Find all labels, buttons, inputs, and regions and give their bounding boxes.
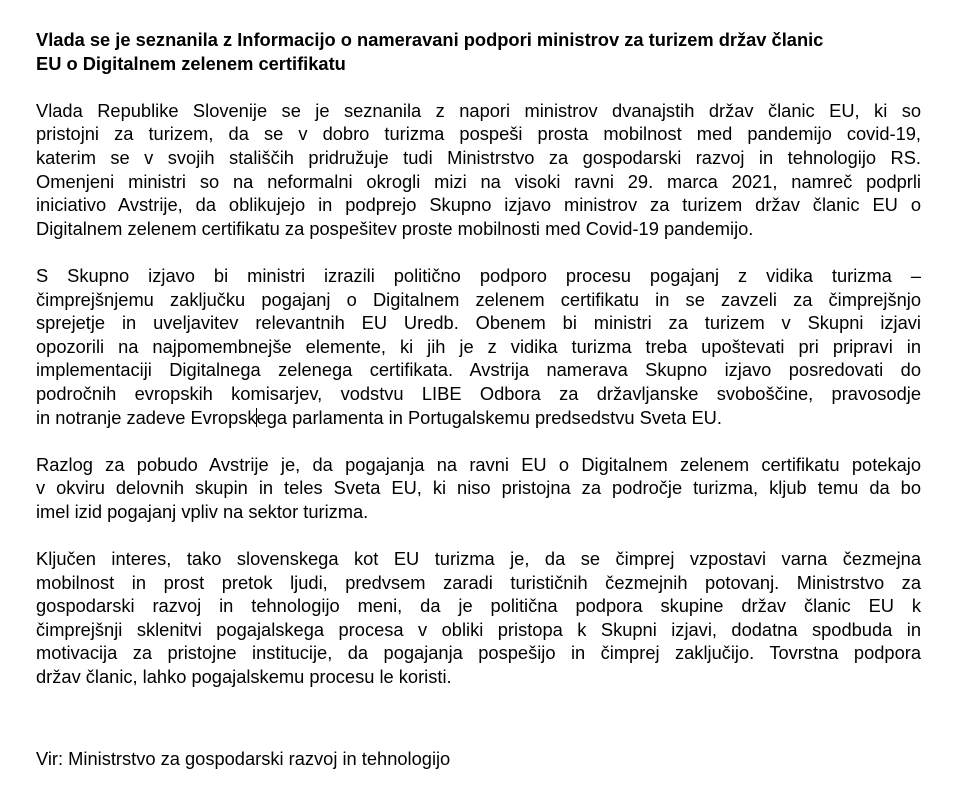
text-line: imel izid pogajanj vpliv na sektor turizma. [36, 500, 369, 522]
paragraph-reason [36, 453, 921, 524]
text-line: mobilnost in prost pretok ljudi, predvsem zaradi turističnih čezmejnih potovanj. Ministrstvo za [36, 571, 921, 593]
text-line: opozorili na najpomembnejše elemente, ki jih je z vidika turizma treba upoštevati pri pripravi in [36, 335, 921, 357]
text-line: Ključen interes, tako slovenskega kot EU turizma je, da se čimprej vzpostavi varna čezmejna [36, 548, 921, 570]
text-line: katerim se v svojih stališčih pridružuje tudi Ministrstvo za gospodarski razvoj in tehnologijo RS. [36, 146, 921, 168]
text-line: področnih evropskih komisarjev, vodstvu LIBE Odbora za državljanske svoboščine, pravosodje [36, 382, 921, 404]
text-line: motivacija za pristojne institucije, da pogajanja pospešijo in čimprej zaključijo. Tovrstna podpora [36, 642, 921, 664]
text-line: iniciativo Avstrije, da oblikujejo in podprejo Skupno izjavo ministrov za turizem držav članic EU o [36, 194, 921, 216]
title-line: EU o Digitalnem zelenem certifikatu [36, 52, 346, 74]
text-line-with-cursor [36, 406, 921, 430]
text-line: v okviru delovnih skupin in teles Sveta EU, ki niso pristojna za področje turizma, kljub temu da bo [36, 477, 921, 499]
text-before-cursor: in notranje zadeve Evropsk [36, 406, 257, 428]
paragraph-intro [36, 99, 921, 241]
text-line: pristojni za turizem, da se v dobro turizma pospeši prosta mobilnost med pandemijo covid-19, [36, 123, 921, 145]
text-line: držav članic, lahko pogajalskemu procesu le koristi. [36, 666, 452, 688]
text-line: Razlog za pobudo Avstrije je, da pogajanja na ravni EU o Digitalnem zelenem certifikatu potekajo [36, 453, 921, 475]
text-line: gospodarski razvoj in tehnologijo meni, da je politična podpora skupine držav članic EU k [36, 595, 921, 617]
text-line: S Skupno izjavo bi ministri izrazili politično podporo procesu pogajanj z vidika turizma – [36, 264, 921, 286]
text-after-cursor: ega parlamenta in Portugalskemu predsedstvu Sveta EU. [256, 406, 722, 428]
text-line: implementaciji Digitalnega zelenega certifikata. Avstrija namerava Skupno izjavo posredovati do [36, 359, 921, 381]
paragraph-interest [36, 547, 921, 689]
document-title [36, 28, 921, 75]
text-line: sprejetje in uveljavitev relevantnih EU Uredb. Obenem bi ministri za turizem v Skupni izjavi [36, 312, 921, 334]
text-line: Vlada Republike Slovenije se je seznanila z napori ministrov dvanajstih držav članic EU, ki so [36, 99, 921, 121]
text-line: čimprejšnjemu zaključku pogajanj o Digitalnem zelenem certifikatu in se zavzeli za čimprejšnjo [36, 288, 921, 310]
source-note: Vir: Ministrstvo za gospodarski razvoj in tehnologijo [36, 748, 451, 769]
title-line: Vlada se je seznanila z Informacijo o nameravani podpori ministrov za turizem držav članic [36, 29, 824, 50]
document-body[interactable] [36, 28, 921, 712]
paragraph-joint-statement [36, 264, 921, 429]
text-line: Digitalnem zelenem certifikatu za pospešitev proste mobilnosti med Covid-19 pandemijo. [36, 217, 754, 239]
text-line: čimprejšnji sklenitvi pogajalskega procesa v obliki pristopa k Skupni izjavi, dodatna spodbuda in [36, 618, 921, 640]
text-line: Omenjeni ministri so na neformalni okrogli mizi na visoki ravni 29. marca 2021, namreč podprli [36, 170, 921, 192]
